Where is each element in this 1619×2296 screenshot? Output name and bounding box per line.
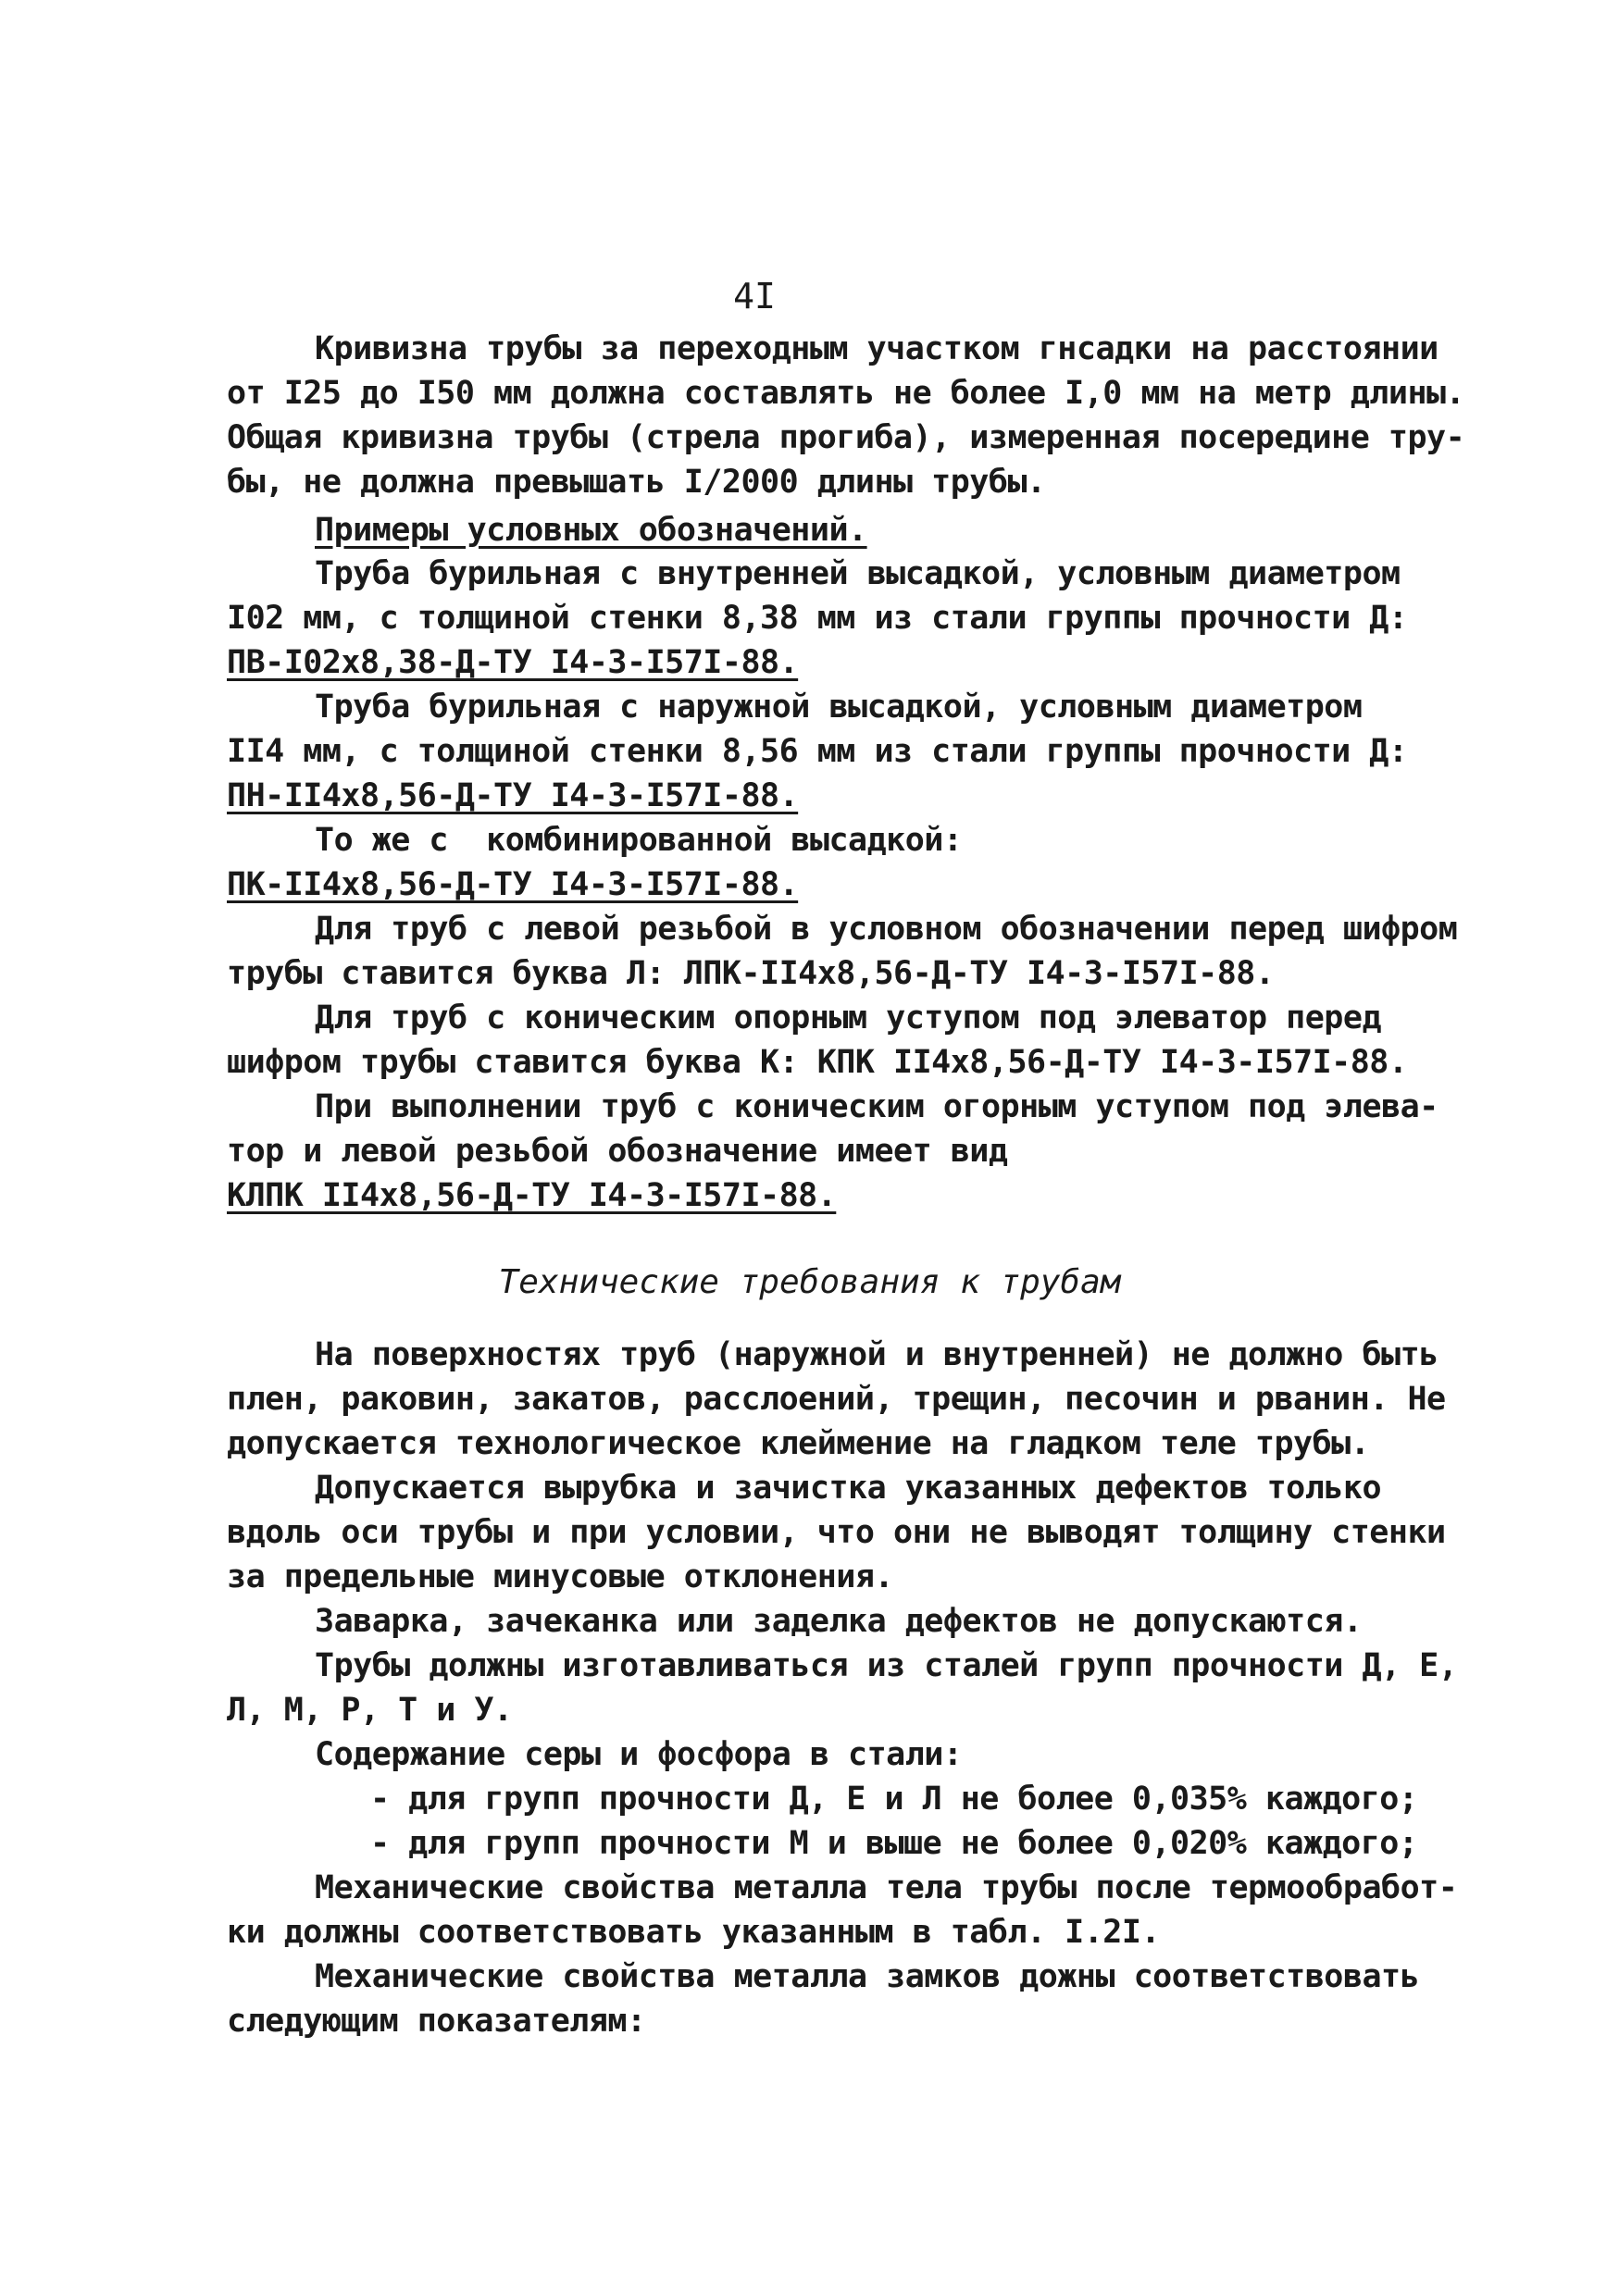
text-line: тор и левой резьбой обозначение имеет вид bbox=[227, 1133, 1008, 1170]
text-line: То же с комбинированной высадкой: bbox=[315, 822, 963, 859]
text-line: Содержание серы и фосфора в стали: bbox=[315, 1736, 963, 1773]
text-line: КЛПК II4x8,56-Д-ТУ I4-3-I57I-88. bbox=[227, 1177, 837, 1214]
text-line: Заварка, зачеканка или заделка дефектов не допускаются. bbox=[315, 1603, 1363, 1640]
text-line: Трубы должны изготавливаться из сталей групп прочности Д, Е, bbox=[315, 1647, 1458, 1684]
text-line: Кривизна трубы за переходным участком гнсадки на расстоянии bbox=[315, 330, 1438, 367]
text-line: Общая кривизна трубы (стрела прогиба), измеренная посередине тру- bbox=[227, 419, 1465, 456]
text-line: следующим показателям: bbox=[227, 2003, 646, 2040]
text-line: ПН-II4x8,56-Д-ТУ I4-3-I57I-88. bbox=[227, 777, 799, 814]
text-line: Труба бурильная с наружной высадкой, условным диаметром bbox=[315, 689, 1363, 726]
text-line: Примеры условных обозначений. bbox=[315, 512, 867, 549]
page-number: 4I bbox=[733, 276, 776, 316]
text-line: ки должны соответствовать указанным в табл. I.2I. bbox=[227, 1914, 1161, 1951]
text-line: При выполнении труб с коническим огорным уступом под элева- bbox=[315, 1088, 1438, 1125]
text-line: I02 мм, с толщиной стенки 8,38 мм из стали группы прочности Д: bbox=[227, 600, 1408, 637]
text-line: - для групп прочности М и выше не более 0,020% каждого; bbox=[370, 1825, 1418, 1862]
text-line: Допускается вырубка и зачистка указанных дефектов только bbox=[315, 1470, 1382, 1507]
text-line: плен, раковин, закатов, расслоений, трещин, песочин и рванин. Не bbox=[227, 1381, 1446, 1418]
text-line: На поверхностях труб (наружной и внутренней) не должно быть bbox=[315, 1336, 1438, 1373]
text-line: Для труб с коническим опорным уступом под элеватор перед bbox=[315, 999, 1382, 1036]
section-heading: Технические требования к трубам bbox=[498, 1263, 1121, 1301]
text-line: Для труб с левой резьбой в условном обозначении перед шифром bbox=[315, 911, 1458, 948]
text-line: - для групп прочности Д, Е и Л не более 0,035% каждого; bbox=[370, 1781, 1418, 1818]
text-line: Л, М, Р, Т и У. bbox=[227, 1692, 513, 1729]
text-line: ПК-II4x8,56-Д-ТУ I4-3-I57I-88. bbox=[227, 866, 799, 903]
text-line: бы, не должна превышать I/2000 длины трубы. bbox=[227, 464, 1046, 501]
text-line: допускается технологическое клеймение на гладком теле трубы. bbox=[227, 1425, 1370, 1462]
text-line: Механические свойства металла тела трубы после термообработ- bbox=[315, 1869, 1458, 1906]
text-line: ПВ-I02x8,38-Д-ТУ I4-3-I57I-88. bbox=[227, 644, 799, 681]
text-line: за предельные минусовые отклонения. bbox=[227, 1558, 894, 1595]
text-line: Труба бурильная с внутренней высадкой, условным диаметром bbox=[315, 555, 1401, 592]
text-line: шифром трубы ставится буква К: КПК II4x8,56-Д-ТУ I4-3-I57I-88. bbox=[227, 1044, 1408, 1081]
text-line: трубы ставится буква Л: ЛПК-II4x8,56-Д-ТУ I4-3-I57I-88. bbox=[227, 955, 1275, 992]
text-line: Механические свойства металла замков дожны соответствовать bbox=[315, 1958, 1420, 1995]
text-line: от I25 до I50 мм должна составлять не более I,0 мм на метр длины. bbox=[227, 375, 1465, 412]
text-line: II4 мм, с толщиной стенки 8,56 мм из стали группы прочности Д: bbox=[227, 733, 1408, 770]
text-line: вдоль оси трубы и при условии, что они не выводят толщину стенки bbox=[227, 1514, 1446, 1551]
